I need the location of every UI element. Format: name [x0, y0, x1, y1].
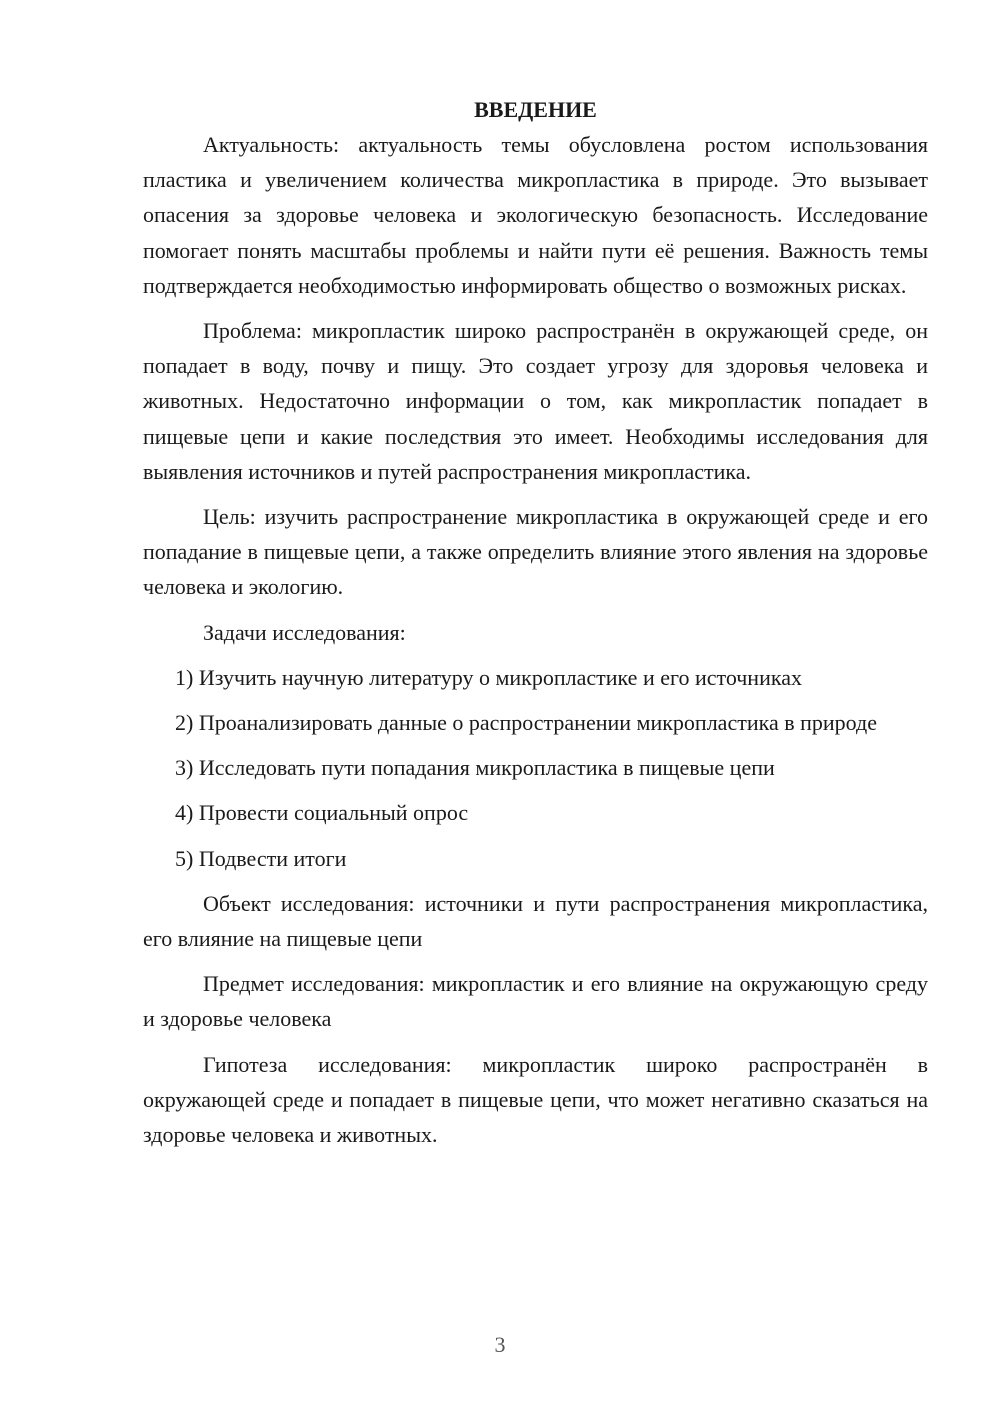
task-item: 3) Исследовать пути попадания микропластика в пищевые цепи: [175, 755, 775, 781]
paragraph-problem: Проблема: микропластик широко распространён в окружающей среде, он попадает в воду, почву и пищу. Это создает угрозу для здоровья человека и животных. Недостаточно информации о том, как микропластик попадает в пищевые цепи и какие последствия это имеет. Необходимы исследования для выявления источников и путей распространения микропластика.: [143, 318, 928, 484]
paragraph-object: Объект исследования: источники и пути распространения микропластика, его влияние на пищевые цепи: [143, 890, 928, 952]
paragraph-goal: Цель: изучить распространение микропластика в окружающей среде и его попадание в пищевые цепи, а также определить влияние этого явления на здоровье человека и экологию.: [143, 504, 928, 600]
document-page: [143, 92, 928, 1162]
paragraph-tasks-heading: Задачи исследования:: [203, 619, 406, 645]
task-item: 4) Провести социальный опрос: [175, 800, 469, 826]
task-item: 1) Изучить научную литературу о микропластике и его источниках: [175, 664, 802, 690]
task-item: 5) Подвести итоги: [175, 845, 347, 871]
page-title: ВВЕДЕНИЕ: [474, 97, 597, 122]
page-number: 3: [494, 1332, 506, 1357]
paragraph-subject: Предмет исследования: микропластик и его влияние на окружающую среду и здоровье человека: [143, 971, 928, 1032]
paragraph-relevance: Актуальность: актуальность темы обусловлена ростом использования пластика и увеличением количества микропластика в природе. Это вызывает опасения за здоровье человека и экологическую безопасность. Исследование помогает понять масштабы проблемы и найти пути её решения. Важность темы подтверждается необходимостью информировать общество о возможных рисках.: [143, 132, 928, 298]
paragraph-hypothesis: Гипотеза исследования: микропластик широко распространён в окружающей среде и попадает в пищевые цепи, что может негативно сказаться на здоровье человека и животных.: [143, 1051, 928, 1148]
task-item: 2) Проанализировать данные о распространении микропластика в природе: [175, 710, 877, 736]
